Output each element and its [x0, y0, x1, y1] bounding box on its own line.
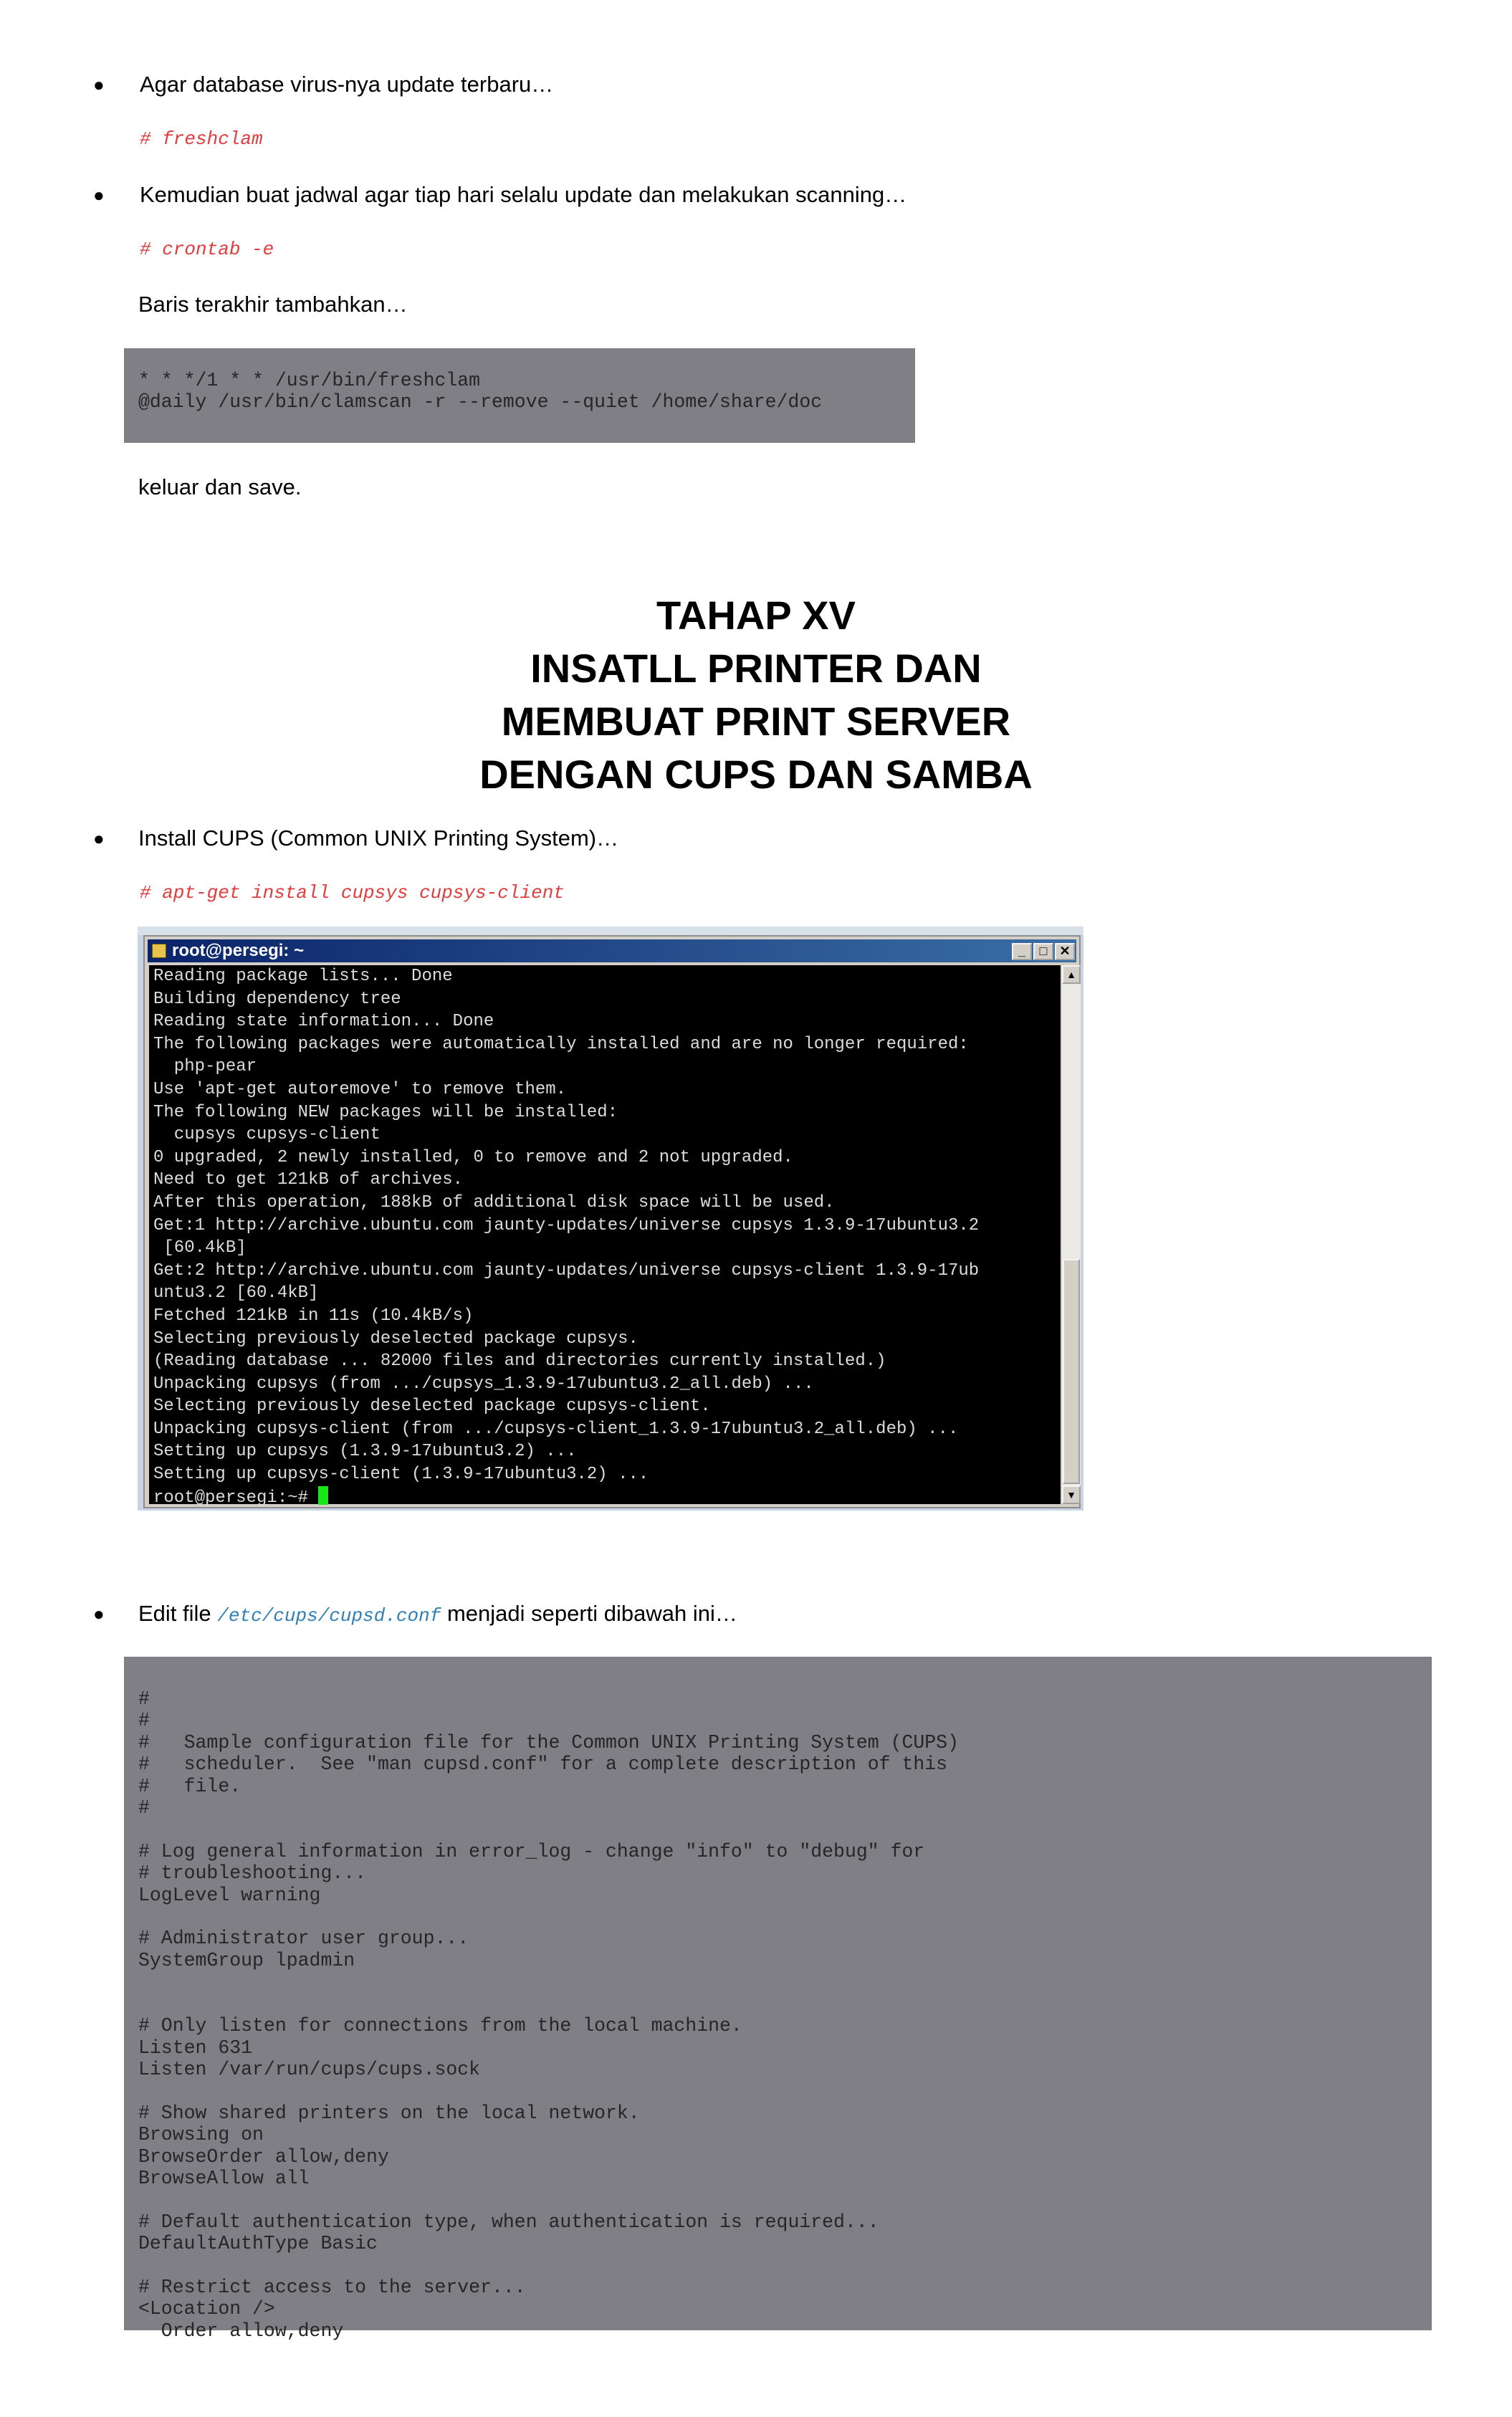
terminal-output [149, 965, 1061, 1509]
bullet-text-end: menjadi seperti dibawah ini… [441, 1601, 737, 1626]
command-line: # crontab -e [140, 239, 274, 260]
bullet-text [138, 1599, 737, 1630]
bullet-text-start: Edit file [138, 1601, 218, 1626]
cursor [318, 1486, 328, 1505]
note-text: Baris terakhir tambahkan… [138, 292, 408, 317]
terminal-screenshot [138, 927, 1083, 1511]
terminal-prompt: root@persegi:~# [153, 1488, 319, 1508]
bullet-marker: ● [93, 74, 105, 95]
heading-line: MEMBUAT PRINT SERVER [501, 699, 1011, 744]
note-text: keluar dan save. [138, 474, 302, 499]
bullet-marker: ● [93, 1603, 105, 1624]
heading-line: DENGAN CUPS DAN SAMBA [479, 752, 1033, 797]
bullet-marker: ● [93, 184, 105, 206]
code-text: * * */1 * * /usr/bin/freshclam @daily /usr/bin/clamscan -r --remove --quiet /home/share/doc [138, 370, 823, 413]
command-line: # apt-get install cupsys cupsys-client [140, 882, 565, 904]
terminal-title: root@persegi: ~ [172, 941, 305, 960]
bullet-marker: ● [93, 828, 105, 849]
heading-line: INSATLL PRINTER DAN [530, 646, 982, 691]
terminal-window [143, 935, 1081, 1508]
bullet-text: Kemudian buat jadwal agar tiap hari selalu update dan melakukan scanning… [140, 182, 907, 207]
scrollbar[interactable] [1062, 965, 1081, 1504]
bullet-text: Install CUPS (Common UNIX Printing System)… [138, 825, 619, 851]
scroll-down-icon[interactable]: ▼ [1062, 1485, 1081, 1504]
background-strip [138, 927, 1083, 935]
close-button[interactable]: ✕ [1055, 943, 1075, 960]
code-block-cupsd-conf [124, 1657, 1432, 2342]
bullet-text: Agar database virus-nya update terbaru… [140, 72, 554, 97]
terminal-output-text: Reading package lists... Done Building dependency tree Reading state information... Done The following packages were automatically installed and are no longer required: php-pear Use 'apt-get autoremove' to remove them. The following NEW packages will be installed: cupsys cupsys-client 0 upgraded, 2 newly installed, 0 to remove and 2 not upgraded. Need to get 121kB of archives. After this operation, 188kB of additional disk space will be used. Get:1 http://archive.ubuntu.com jaunty-updates/universe cupsys 1.3.9-17ubuntu3.2 [60.4kB] Get:2 http://archive.ubuntu.com jaunty-updates/universe cupsys-client 1.3.9-17ub untu3.2 [60.4kB] Fetched 121kB in 11s (10.4kB/s) Selecting previously deselected package cupsys. (Reading database ... 82000 files and directories currently installed.) Unpacking cupsys (from .../cupsys_1.3.9-17ubuntu3.2_all.deb) ... Selecting previously deselected package cupsys-client. Unpacking cupsys-client (from .../cupsys-client_1.3.9-17ubuntu3.2_all.deb) ... Setting up cupsys (1.3.9-17ubuntu3.2) ... Setting up cupsys-client (1.3.9-17ubuntu3.2) ... [153, 967, 980, 1485]
file-path: /etc/cups/cupsd.conf [217, 1605, 441, 1627]
heading-line: TAHAP XV [656, 593, 856, 638]
terminal-titlebar[interactable] [148, 939, 1076, 962]
command-line: # freshclam [140, 128, 263, 150]
terminal-screen[interactable] [149, 965, 1061, 1508]
scroll-up-icon[interactable]: ▲ [1062, 965, 1081, 984]
scroll-thumb[interactable] [1063, 1259, 1080, 1484]
code-block-crontab [124, 348, 915, 443]
putty-icon [152, 944, 166, 958]
minimize-button[interactable]: _ [1012, 943, 1032, 960]
chapter-heading [0, 589, 1512, 801]
maximize-button[interactable]: □ [1033, 943, 1053, 960]
code-text: # # # Sample configuration file for the Common UNIX Printing System (CUPS) # scheduler. See "man cupsd.conf" for a complete description of this # file. # # Log general information in error_log - change "info" to "debug" for # troubleshooting... LogLevel warning # Administrator user group... SystemGroup lpadmin # Only listen for connections from the local machine. Listen 631 Listen /var/run/cups/cups.sock # Show shared printers on the local network. Browsing on BrowseOrder allow,deny BrowseAllow all # Default authentication type, when authentication is required... DefaultAuthType Basic # Restrict access to the server... <Location /> Order allow,deny [138, 1688, 959, 2342]
